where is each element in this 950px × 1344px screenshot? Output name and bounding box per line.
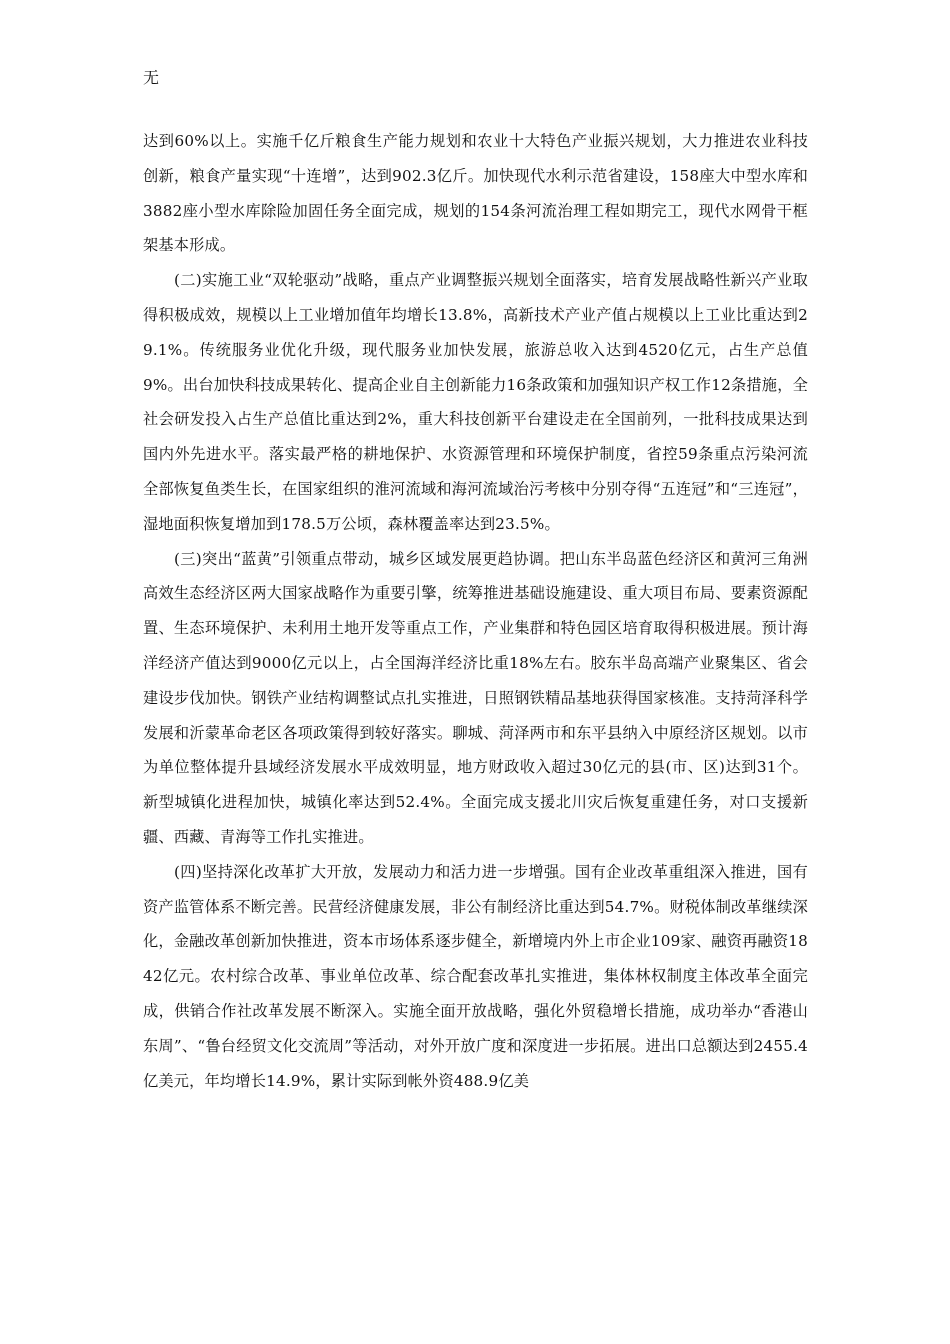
page-header-mark: 无 — [143, 68, 160, 87]
paragraph-section-4: (四)坚持深化改革扩大开放，发展动力和活力进一步增强。国有企业改革重组深入推进，国有资产监管体系不断完善。民营经济健康发展，非公有制经济比重达到54.7%。财税体制改革继续深化，金融改革创新加快推进，资本市场体系逐步健全，新增境内外上市企业109家、融资再融资1842亿元。农村综合改革、事业单位改革、综合配套改革扎实推进，集体林权制度主体改革全面完成，供销合作社改革发展不断深入。实施全面开放战略，强化外贸稳增长措施，成功举办“香港山东周”、“鲁台经贸文化交流周”等活动，对外开放广度和深度进一步拓展。进出口总额达到2455.4亿美元，年均增长14.9%，累计实际到帐外资488.9亿美 — [143, 862, 808, 1090]
paragraph-section-3: (三)突出“蓝黄”引领重点带动，城乡区域发展更趋协调。把山东半岛蓝色经济区和黄河三角洲高效生态经济区两大国家战略作为重要引擎，统筹推进基础设施建设、重大项目布局、要素资源配置、生态环境保护、未利用土地开发等重点工作，产业集群和特色园区培育取得积极进展。预计海洋经济产值达到9000亿元以上，占全国海洋经济比重18%左右。胶东半岛高端产业聚集区、省会建设步伐加快。钢铁产业结构调整试点扎实推进，日照钢铁精品基地获得国家核准。支持菏泽科学发展和沂蒙革命老区各项政策得到较好落实。聊城、菏泽两市和东平县纳入中原经济区规划。以市为单位整体提升县域经济发展水平成效明显，地方财政收入超过30亿元的县(市、区)达到31个。新型城镇化进程加快，城镇化率达到52.4%。全面完成支援北川灾后恢复重建任务，对口支援新疆、西藏、青海等工作扎实推进。 — [143, 549, 808, 846]
paragraph-section-2: (二)实施工业“双轮驱动”战略，重点产业调整振兴规划全面落实，培育发展战略性新兴产业取得积极成效，规模以上工业增加值年均增长13.8%，高新技术产业产值占规模以上工业比重达到29.1%。传统服务业优化升级，现代服务业加快发展，旅游总收入达到4520亿元，占生产总值9%。出台加快科技成果转化、提高企业自主创新能力16条政策和加强知识产权工作12条措施，全社会研发投入占生产总值比重达到2%，重大科技创新平台建设走在全国前列，一批科技成果达到国内外先进水平。落实最严格的耕地保护、水资源管理和环境保护制度，省控59条重点污染河流全部恢复鱼类生长，在国家组织的淮河流域和海河流域治污考核中分别夺得“五连冠”和“三连冠”，湿地面积恢复增加到178.5万公顷，森林覆盖率达到23.5%。 — [143, 271, 808, 533]
paragraph-continuation: 达到60%以上。实施千亿斤粮食生产能力规划和农业十大特色产业振兴规划，大力推进农业科技创新，粮食产量实现“十连增”，达到902.3亿斤。加快现代水利示范省建设，158座大中型水库和3882座小型水库除险加固任务全面完成，规划的154条河流治理工程如期完工，现代水网骨干框架基本形成。 — [143, 132, 808, 255]
document-body — [143, 124, 808, 1098]
